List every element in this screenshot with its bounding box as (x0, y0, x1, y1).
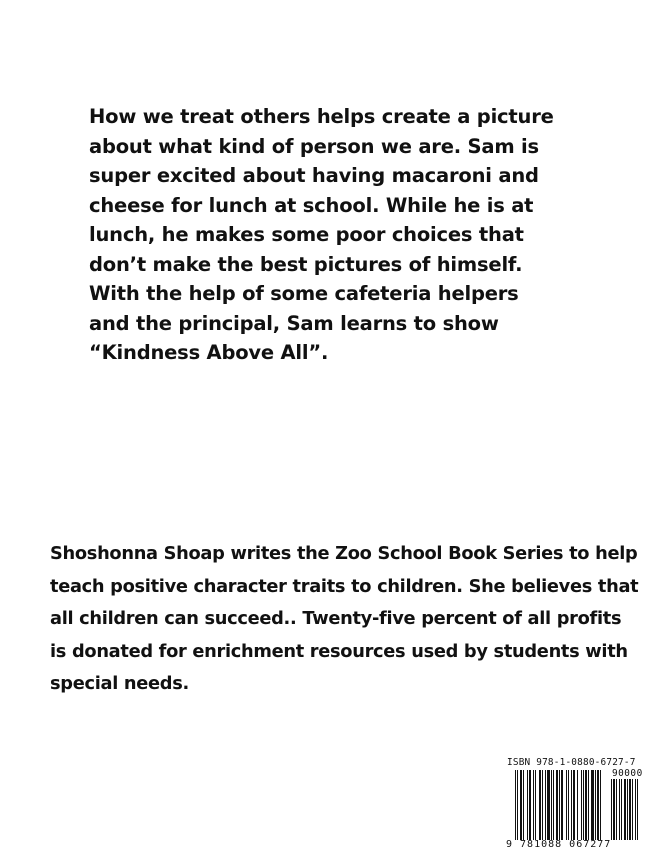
barcode-bar (629, 779, 631, 840)
isbn-label: ISBN 978-1-0880-6727-7 (507, 757, 636, 768)
barcode-bar (627, 779, 628, 840)
barcode-bar (515, 770, 516, 840)
barcode-bar (551, 770, 552, 840)
barcode-bar (597, 770, 599, 840)
barcode-bar (591, 770, 594, 840)
barcode-bar (571, 770, 572, 840)
barcode-bar (523, 770, 524, 840)
barcode-bar (568, 770, 569, 840)
barcode-bar (624, 779, 626, 840)
book-blurb: How we treat others helps create a picture about what kind of person we are. Sam is super excited about having macaroni and cheese for lunch at school. While he is at lunch, he makes some poor choices that don’t make the best pictures of himself. With the help of some cafeteria helpers and the principal, Sam learns to show “Kindness Above All”. (89, 105, 554, 364)
barcode-bar (529, 770, 531, 840)
barcode-bar (539, 770, 541, 840)
barcode-bar (556, 770, 558, 840)
barcode-bar (616, 779, 617, 840)
barcode-bar (637, 779, 638, 840)
barcode-bar (520, 770, 522, 840)
ean-barcode-bars (515, 770, 603, 840)
barcode-bar (611, 779, 612, 840)
barcode-bar (535, 770, 536, 840)
barcode-bar (561, 770, 563, 840)
barcode-bar (588, 770, 589, 840)
barcode-bar (542, 770, 543, 840)
barcode-bar (559, 770, 560, 840)
barcode-bar (613, 779, 615, 840)
barcode-bar (527, 770, 528, 840)
barcode-bar (632, 779, 633, 840)
barcode-bar (545, 770, 546, 840)
barcode-bar (585, 770, 587, 840)
barcode-bar (619, 779, 620, 840)
barcode-bar (573, 770, 575, 840)
price-barcode-bars (611, 779, 643, 840)
barcode-bar (581, 770, 582, 840)
barcode-bar (595, 770, 596, 840)
barcode-bar (577, 770, 578, 840)
isbn-barcode (503, 757, 646, 857)
ean-digits: 9 781088 067277 (506, 839, 612, 850)
price-code: 90000 (612, 768, 643, 779)
barcode-bar (553, 770, 554, 840)
barcode-bar (583, 770, 584, 840)
barcode-bar (517, 770, 518, 840)
barcode-bar (566, 770, 567, 840)
barcode-bar (533, 770, 534, 840)
barcode-bar (621, 779, 622, 840)
barcode-bar (547, 770, 550, 840)
barcode-bar (635, 779, 636, 840)
barcode-bar (600, 770, 601, 840)
author-note: Shoshonna Shoap writes the Zoo School Book Series to help teach positive character traits to children. She believes that all children can succeed.. Twenty-five percent of all profits is donated for enrichment resources used by students with special needs. (50, 543, 639, 694)
